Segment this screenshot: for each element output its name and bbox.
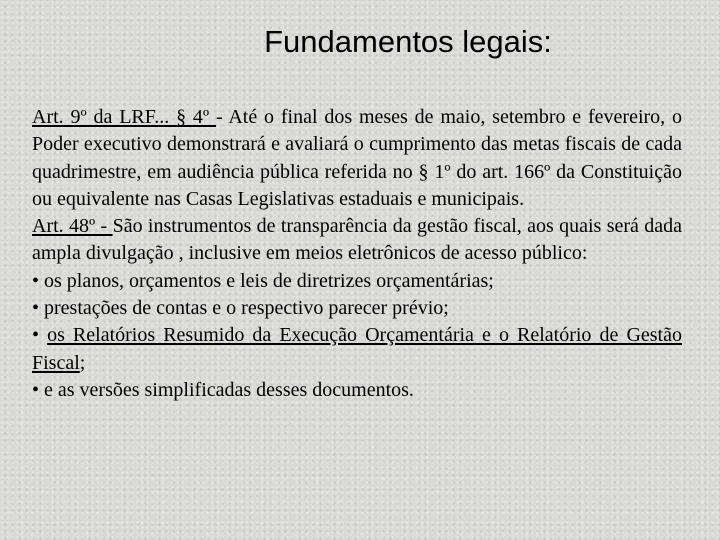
article-48-text: São instrumentos de transparência da gestão fiscal, aos quais será dada ampla divulgação , inclusive em meios eletrônicos de acesso público: <box>32 215 682 265</box>
bullet-item-2 <box>32 295 682 322</box>
bullet-text: ; <box>79 351 86 374</box>
bullet-item-4 <box>32 377 682 404</box>
bullet-item-1 <box>32 268 682 295</box>
paragraph-art-9 <box>32 104 682 213</box>
bullet-icon: • <box>32 269 45 292</box>
article-9-reference: Art. 9º da LRF... § 4º <box>32 106 216 128</box>
slide-title: Fundamentos legais: <box>264 24 552 59</box>
bullet-underlined-text: os Relatórios Resumido da Execução Orçamentária e o Relatório de Gestão Fiscal <box>32 324 682 374</box>
paragraph-art-48 <box>32 213 682 268</box>
article-9-text: Até o final dos meses de maio, setembro e fevereiro, o Poder executivo demonstrará e avaliará o cumprimento das metas fiscais de cada quadrimestre, em audiência pública referida no § 1º do art. 166º da Constituição ou equivalente nas Casas Legislativas estaduais e municipais. <box>32 106 682 210</box>
bullet-icon: • <box>32 378 45 401</box>
bullet-icon: • <box>32 297 45 320</box>
bullet-text: prestações de contas e o respectivo parecer prévio; <box>44 297 449 320</box>
article-9-separator: - <box>215 106 229 128</box>
bullet-text: e as versões simplificadas desses documentos. <box>44 378 414 401</box>
bullet-icon: • <box>32 324 48 347</box>
bullet-text: os planos, orçamentos e leis de diretrizes orçamentárias; <box>44 269 494 292</box>
bullet-item-3 <box>32 322 682 377</box>
slide-body <box>32 104 682 404</box>
article-48-reference: Art. 48º - <box>32 215 113 238</box>
